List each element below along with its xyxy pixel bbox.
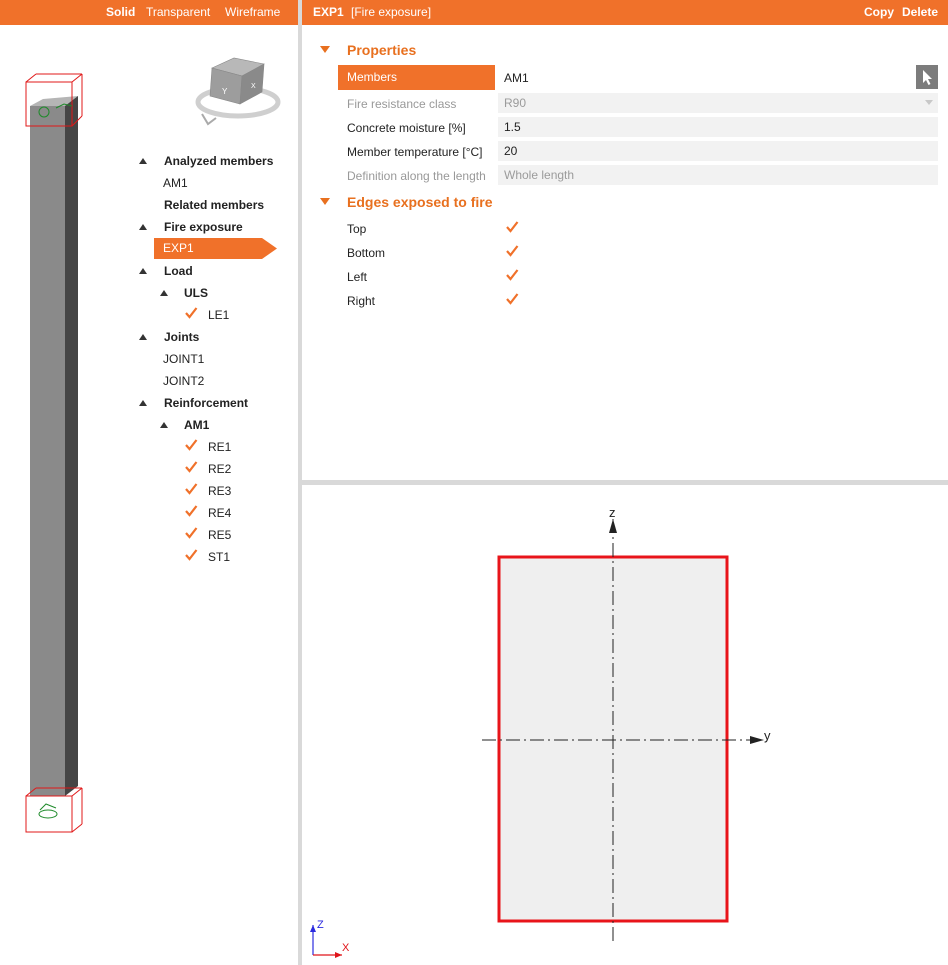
tree-item-re4[interactable]: RE4 (208, 506, 232, 520)
checkbox-checked-icon[interactable] (184, 438, 198, 452)
members-value[interactable]: AM1 (504, 71, 529, 85)
collapse-toggle-icon[interactable] (139, 400, 147, 406)
edge-left-label: Left (347, 270, 368, 284)
collapse-toggle-icon[interactable] (139, 224, 147, 230)
nav-cube-y-label: Y (222, 87, 228, 96)
edge-top-checkbox[interactable] (505, 220, 519, 234)
collapse-edges-icon[interactable] (320, 198, 330, 205)
delete-button[interactable]: Delete (902, 5, 939, 19)
collapse-toggle-icon[interactable] (160, 422, 168, 428)
checkbox-checked-icon[interactable] (184, 460, 198, 474)
tree-item-reinforcement[interactable]: Reinforcement (164, 396, 249, 410)
item-header-bar (302, 0, 948, 25)
chevron-down-icon (925, 100, 933, 106)
member-temperature-input[interactable]: 20 (498, 141, 938, 161)
fire-resistance-class-value: R90 (504, 96, 527, 110)
checkbox-checked-icon[interactable] (184, 548, 198, 562)
tree-item-re3[interactable]: RE3 (208, 484, 232, 498)
wireframe-view-button[interactable]: Wireframe (225, 5, 281, 19)
checkbox-checked-icon[interactable] (184, 482, 198, 496)
concrete-moisture-input[interactable]: 1.5 (498, 117, 938, 137)
nav-cube-x-label: X (251, 83, 256, 90)
checkbox-checked-icon[interactable] (184, 306, 198, 320)
properties-section-title[interactable]: Properties (347, 42, 417, 58)
checkbox-checked-icon[interactable] (184, 526, 198, 540)
tree-item-joints[interactable]: Joints (164, 330, 200, 344)
corner-x-arrow-icon (335, 952, 342, 958)
tree-item-joint2[interactable]: JOINT2 (163, 374, 205, 388)
fire-resistance-class-label: Fire resistance class (347, 97, 457, 111)
tree-item-reinforcement-am1[interactable]: AM1 (184, 418, 210, 432)
tree-item-fire-exposure[interactable]: Fire exposure (164, 220, 243, 234)
tree-item-uls[interactable]: ULS (184, 286, 208, 300)
member-temperature-label: Member temperature [°C] (347, 145, 483, 159)
corner-x-label: X (342, 942, 350, 954)
corner-z-arrow-icon (310, 925, 316, 932)
edge-top-label: Top (347, 222, 367, 236)
collapse-toggle-icon[interactable] (139, 158, 147, 164)
pick-member-button[interactable] (916, 65, 938, 89)
edge-bottom-checkbox[interactable] (505, 244, 519, 258)
edge-bottom-label: Bottom (347, 246, 386, 260)
fire-resistance-class-select[interactable] (498, 93, 938, 113)
edge-right-label: Right (347, 294, 376, 308)
corner-z-label: Z (317, 919, 324, 931)
tree-item-exp1-selected[interactable] (154, 238, 278, 259)
tree-item-load[interactable]: Load (164, 264, 193, 278)
transparent-view-button[interactable]: Transparent (146, 5, 211, 19)
tree-item-re1[interactable]: RE1 (208, 440, 232, 454)
cross-section-view[interactable] (302, 485, 948, 965)
edge-right-checkbox[interactable] (505, 292, 519, 306)
definition-along-length-value: Whole length (498, 165, 938, 185)
tree-item-re2[interactable]: RE2 (208, 462, 232, 476)
solid-view-button[interactable]: Solid (106, 5, 136, 19)
definition-along-length-label: Definition along the length (347, 169, 486, 183)
y-axis-arrow-icon (750, 736, 764, 744)
members-label: Members (338, 65, 495, 90)
item-type: [Fire exposure] (351, 5, 432, 19)
model-viewport-panel[interactable] (0, 0, 298, 965)
tree-item-st1[interactable]: ST1 (208, 550, 231, 564)
cursor-pick-icon (916, 65, 938, 89)
z-axis-arrow-icon (609, 519, 617, 533)
copy-button[interactable]: Copy (864, 5, 894, 19)
tree-item-am1[interactable]: AM1 (163, 176, 188, 190)
column-3d-model[interactable] (20, 66, 90, 836)
collapse-toggle-icon[interactable] (139, 268, 147, 274)
edge-left-checkbox[interactable] (505, 268, 519, 282)
tree-item-analyzed-members[interactable]: Analyzed members (164, 154, 274, 168)
collapse-toggle-icon[interactable] (160, 290, 168, 296)
view-mode-toolbar (0, 0, 298, 25)
tree-item-re5[interactable]: RE5 (208, 528, 232, 542)
y-axis-label: y (764, 728, 771, 743)
tree-item-joint1[interactable]: JOINT1 (163, 352, 205, 366)
edges-section-title[interactable]: Edges exposed to fire (347, 194, 493, 210)
tree-item-related-members[interactable]: Related members (164, 198, 265, 212)
item-id: EXP1 (313, 5, 344, 19)
navigation-cube[interactable] (192, 54, 284, 130)
tree-item-le1[interactable]: LE1 (208, 308, 230, 322)
tree-item-exp1-label: EXP1 (163, 241, 194, 255)
collapse-properties-icon[interactable] (320, 46, 330, 53)
checkbox-checked-icon[interactable] (184, 504, 198, 518)
collapse-toggle-icon[interactable] (139, 334, 147, 340)
z-axis-label: z (609, 505, 616, 520)
concrete-moisture-label: Concrete moisture [%] (347, 121, 466, 135)
